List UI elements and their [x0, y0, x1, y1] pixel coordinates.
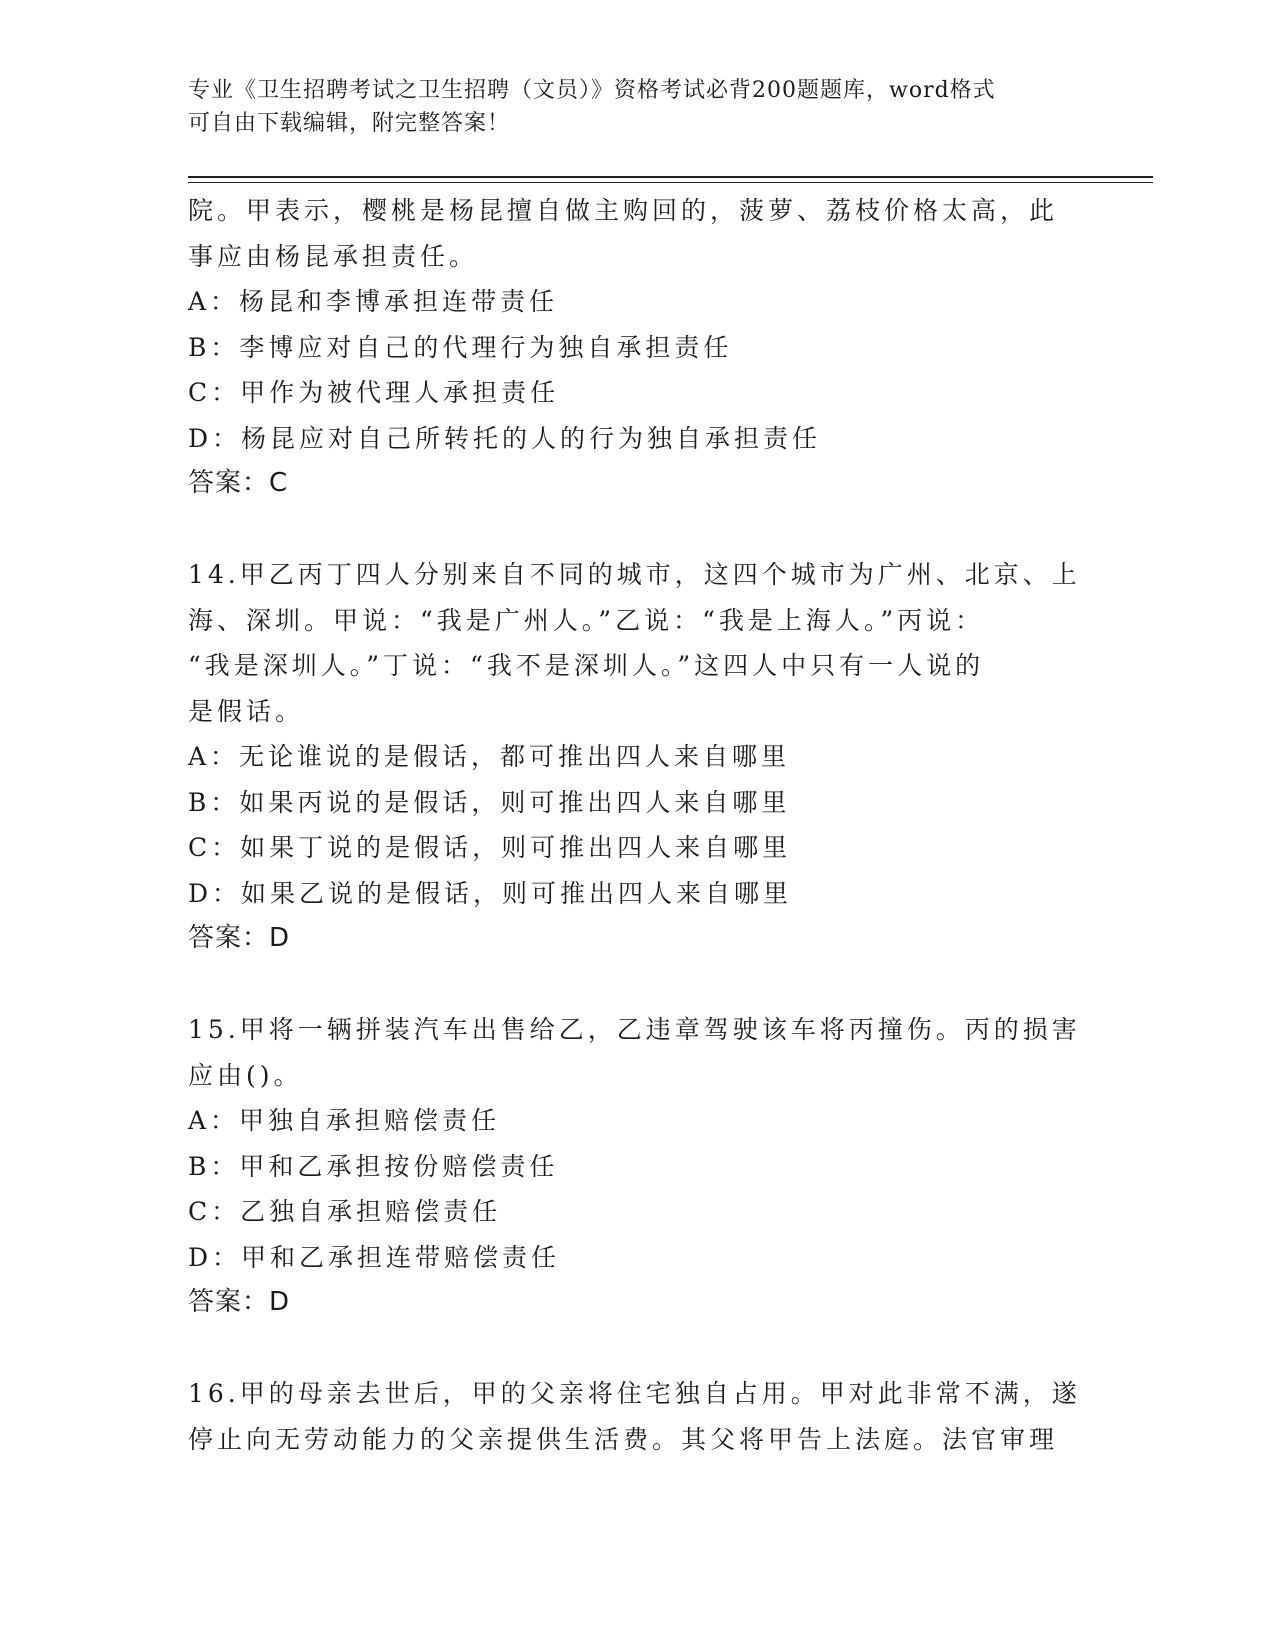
option-b: B：如果丙说的是假话，则可推出四人来自哪里 [188, 787, 791, 817]
question-13 [188, 188, 1088, 507]
document-header [188, 74, 1078, 140]
question-16 [188, 1371, 1088, 1462]
question-stem-line: 16.甲的母亲去世后，甲的父亲将住宅独自占用。甲对此非常不满，遂 [188, 1379, 1081, 1408]
question-stem-line: 15.甲将一辆拼装汽车出售给乙，乙违章驾驶该车将丙撞伤。丙的损害 [188, 1015, 1081, 1044]
spacer [188, 507, 1088, 553]
question-stem-line: 14.甲乙丙丁四人分别来自不同的城市，这四个城市为广州、北京、上 [188, 560, 1081, 589]
header-rule-thick [188, 176, 1153, 178]
option-a: A：杨昆和李博承担连带责任 [188, 287, 559, 316]
question-stem-line: 应由()。 [188, 1060, 303, 1090]
answer-line: 答案：D [188, 923, 291, 953]
question-stem-line: 是假话。 [188, 696, 305, 726]
question-stem-line: 海、深圳。甲说：“我是广州人。”乙说：“我是上海人。”丙说： [188, 605, 985, 635]
option-a: A：甲独自承担赔偿责任 [188, 1106, 501, 1135]
answer-line: 答案：C [188, 468, 289, 498]
header-title-line-2: 可自由下载编辑，附完整答案！ [188, 111, 511, 136]
option-b: B：李博应对自己的代理行为独自承担责任 [188, 332, 733, 362]
document-body [188, 188, 1088, 1462]
spacer [188, 1326, 1088, 1372]
option-c: C：乙独自承担赔偿责任 [188, 1197, 502, 1226]
question-stem-line: 院。甲表示，樱桃是杨昆擅自做主购回的，菠萝、荔枝价格太高，此 [188, 196, 1059, 225]
option-d: D：甲和乙承担连带赔偿责任 [188, 1242, 561, 1272]
question-14 [188, 552, 1088, 962]
option-d: D：杨昆应对自己所转托的人的行为独自承担责任 [188, 423, 822, 453]
question-15 [188, 1007, 1088, 1326]
option-c: C：如果丁说的是假话，则可推出四人来自哪里 [188, 833, 792, 862]
option-b: B：甲和乙承担按份赔偿责任 [188, 1151, 559, 1181]
question-stem-line: 停止向无劳动能力的父亲提供生活费。其父将甲告上法庭。法官审理 [188, 1424, 1059, 1454]
option-c: C：甲作为被代理人承担责任 [188, 378, 560, 407]
option-a: A：无论谁说的是假话，都可推出四人来自哪里 [188, 742, 791, 771]
answer-line: 答案：D [188, 1287, 291, 1317]
option-d: D：如果乙说的是假话，则可推出四人来自哪里 [188, 878, 793, 908]
header-title-line-1: 专业《卫生招聘考试之卫生招聘（文员）》资格考试必背200题题库，word格式 [188, 78, 996, 103]
spacer [188, 962, 1088, 1008]
question-stem-line: “我是深圳人。”丁说：“我不是深圳人。”这四人中只有一人说的 [188, 651, 985, 680]
header-rule-thin [188, 182, 1153, 183]
question-stem-line: 事应由杨昆承担责任。 [188, 241, 479, 271]
